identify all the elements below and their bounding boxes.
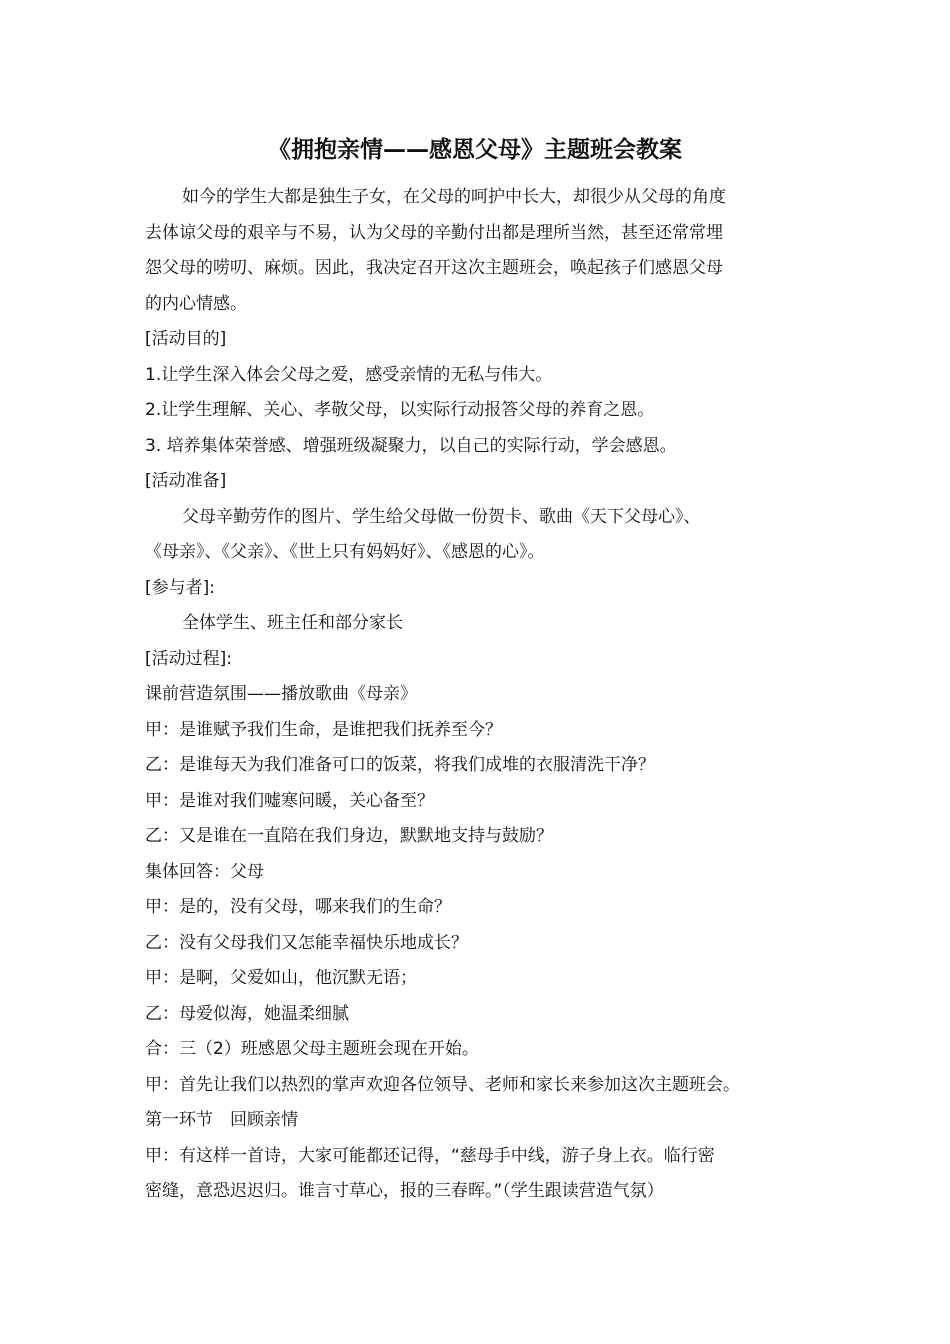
- process-line: 甲：是的，没有父母，哪来我们的生命？: [145, 897, 451, 917]
- document-title: 《拥抱亲情——感恩父母》主题班会教案: [268, 137, 682, 163]
- process-line: 密缝，意恐迟迟归。谁言寸草心，报的三春晖。”（学生跟读营造气氛）: [145, 1181, 664, 1201]
- goal-item: 2.让学生理解、关心、孝敬父母，以实际行动报答父母的养育之恩。: [145, 400, 655, 420]
- process-line: 乙：没有父母我们又怎能幸福快乐地成长？: [145, 932, 468, 953]
- prep-heading: [活动准备]: [145, 471, 227, 491]
- process-line: 甲：有这样一首诗，大家可能都还记得，“慈母手中线，游子身上衣。临行密: [145, 1145, 715, 1166]
- goal-item: 3. 培养集体荣誉感、增强班级凝聚力，以自己的实际行动，学会感恩。: [145, 435, 677, 456]
- intro-line: 的内心情感。: [145, 293, 247, 314]
- process-line: 甲：是啊，父爱如山，他沉默无语；: [145, 968, 417, 988]
- process-line: 甲：是谁对我们嘘寒问暖，关心备至？: [145, 790, 434, 811]
- process-line: 第一环节 回顾亲情: [145, 1110, 298, 1130]
- process-line: 集体回答：父母: [145, 861, 264, 882]
- process-line: 乙：母爱似海，她温柔细腻: [145, 1003, 349, 1024]
- prep-line: 《母亲》、《父亲》、《世上只有妈妈好》、《感恩的心》。: [145, 542, 545, 562]
- goal-item: 1.让学生深入体会父母之爱，感受亲情的无私与伟大。: [145, 364, 553, 385]
- goal-heading: [活动目的]: [145, 329, 227, 349]
- process-line: 课前营造氛围——播放歌曲《母亲》: [145, 684, 417, 704]
- process-line: 甲：是谁赋予我们生命，是谁把我们抚养至今？: [145, 719, 502, 740]
- process-heading: [活动过程]:: [145, 648, 232, 669]
- process-line: 甲：首先让我们以热烈的掌声欢迎各位领导、老师和家长来参加这次主题班会。: [145, 1074, 740, 1095]
- intro-line: 怨父母的唠叨、麻烦。因此，我决定召开这次主题班会，唤起孩子们感恩父母: [145, 258, 723, 278]
- document-body: [145, 180, 810, 1210]
- process-line: 乙：又是谁在一直陪在我们身边，默默地支持与鼓励？: [145, 826, 553, 846]
- intro-line: 如今的学生大都是独生子女，在父母的呵护中长大，却很少从父母的角度: [182, 187, 726, 207]
- process-line: 乙：是谁每天为我们准备可口的饭菜，将我们成堆的衣服清洗干净？: [145, 755, 655, 775]
- participants-text: 全体学生、班主任和部分家长: [182, 613, 403, 633]
- process-line: 合：三（2）班感恩父母主题班会现在开始。: [145, 1039, 479, 1059]
- prep-line: 父母辛勤劳作的图片、学生给父母做一份贺卡、歌曲《天下父母心》、: [182, 506, 701, 527]
- participants-heading: [参与者]:: [145, 577, 215, 598]
- intro-line: 去体谅父母的艰辛与不易，认为父母的辛勤付出都是理所当然，甚至还常常埋: [145, 222, 723, 243]
